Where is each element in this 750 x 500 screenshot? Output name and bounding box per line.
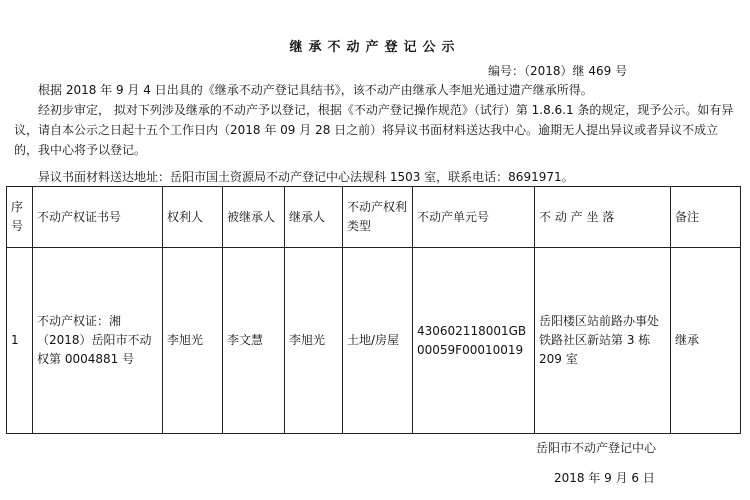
- cell-owner: 李旭光: [163, 248, 223, 434]
- paragraph-objection-address: 异议书面材料送达地址：岳阳市国土资源局不动产登记中心法规科 1503 室，联系电话：8691971。: [38, 170, 574, 184]
- cell-note: 继承: [671, 248, 741, 434]
- cell-heir: 李旭光: [285, 248, 343, 434]
- property-table: [6, 186, 741, 434]
- paragraph-publicity-notice: 经初步审定， 拟对下列涉及继承的不动产予以登记，根据《不动产登记操作规范》（试行）第 1.8.6.1 条的规定，现予公示。如有异议，请自本公示之日起十五个工作日内（2018 年 09 月 28 日之前）将异议书面材料送达我中心。逾期无人提出异议或者异议不成立的，我中心将予以登记。: [14, 103, 734, 157]
- header-heir: 继承人: [285, 187, 343, 248]
- header-right-type: 不动产权利类型: [343, 187, 413, 248]
- signature-organization: 岳阳市不动产登记中心: [536, 441, 657, 455]
- cell-seq: 1: [7, 248, 33, 434]
- header-owner: 权利人: [163, 187, 223, 248]
- cell-location: 岳阳楼区站前路办事处铁路社区新站第 3 栋 209 室: [535, 248, 671, 434]
- table-row: [7, 248, 741, 434]
- header-seq: 序号: [7, 187, 33, 248]
- header-location: 不 动 产 坐 落: [535, 187, 671, 248]
- header-note: 备注: [671, 187, 741, 248]
- table-header-row: [7, 187, 741, 248]
- paragraph-inheritance-basis: 根据 2018 年 9 月 4 日出具的《继承不动产登记具结书》，该不动产由继承人李旭光通过遗产继承所得。: [38, 83, 593, 97]
- header-decedent: 被继承人: [223, 187, 285, 248]
- header-unit-no: 不动产单元号: [413, 187, 535, 248]
- cell-right-type: 土地/房屋: [343, 248, 413, 434]
- signature-date: 2018 年 9 月 6 日: [554, 471, 655, 485]
- cell-unit-no: 430602118001GB00059F00010019: [413, 248, 535, 434]
- header-cert-no: 不动产权证书号: [33, 187, 163, 248]
- document-title: 继承不动产登记公示: [289, 40, 461, 55]
- cell-decedent: 李文慧: [223, 248, 285, 434]
- document-number: 编号：（2018）继 469 号: [488, 64, 628, 78]
- cell-cert-no: 不动产权证：湘（2018）岳阳市不动权第 0004881 号: [33, 248, 163, 434]
